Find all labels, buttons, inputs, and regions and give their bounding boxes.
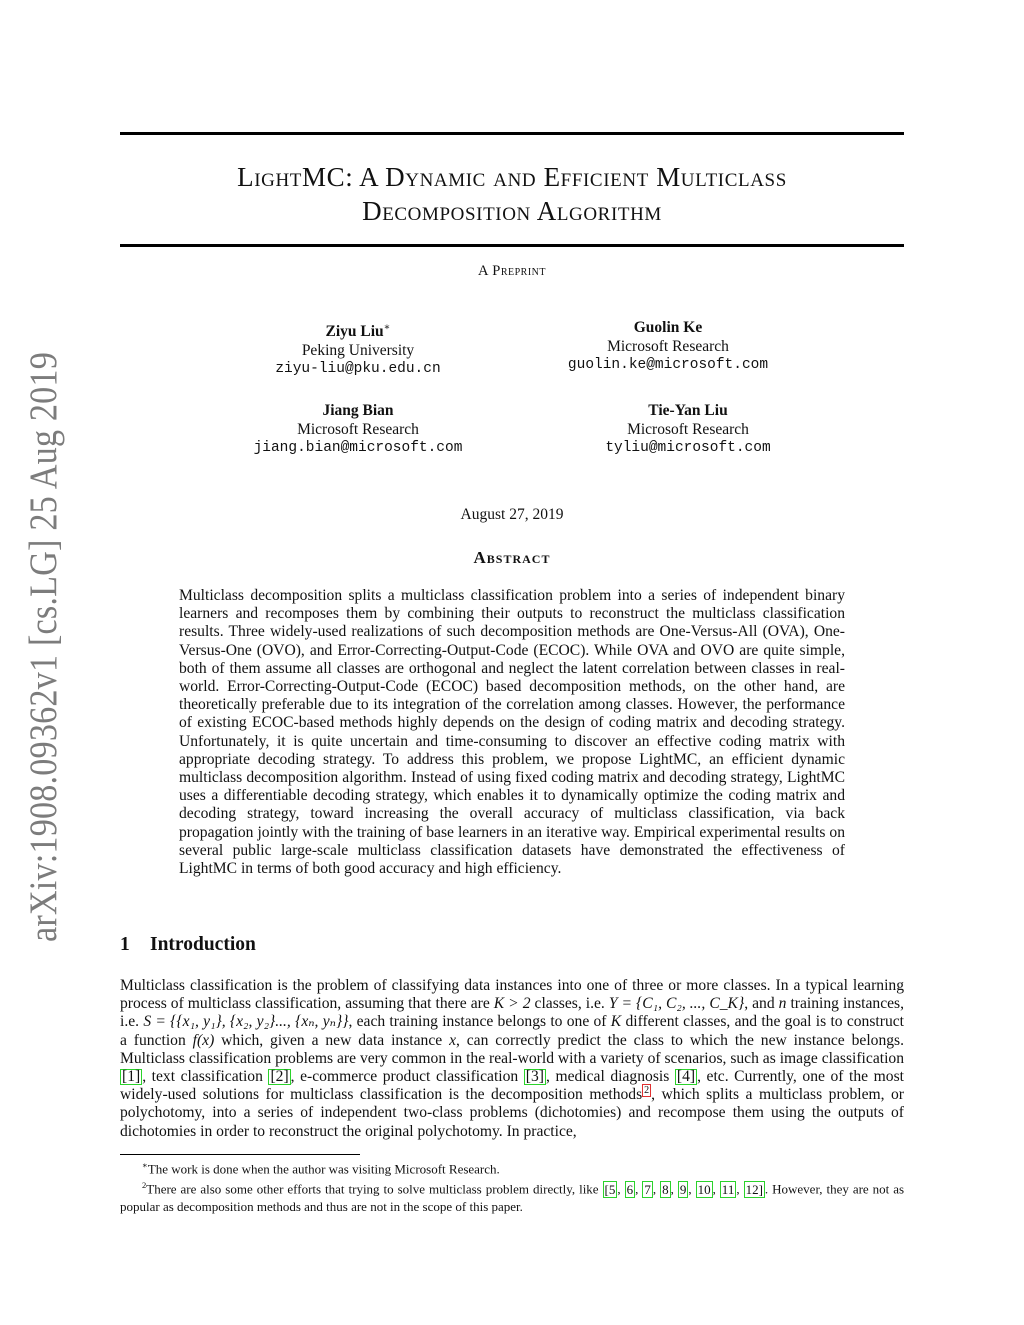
paper-title bbox=[120, 160, 904, 228]
publication-date: August 27, 2019 bbox=[460, 506, 564, 523]
citation-link[interactable]: [5 bbox=[604, 1181, 616, 1197]
author-affiliation: Microsoft Research bbox=[297, 420, 419, 438]
citation-link[interactable]: 6 bbox=[626, 1181, 634, 1197]
citation-link[interactable]: 7 bbox=[644, 1181, 651, 1197]
preprint-label: A Preprint bbox=[477, 263, 547, 279]
math-inline: K bbox=[610, 1013, 622, 1031]
section-title: Introduction bbox=[150, 934, 256, 955]
author-affiliation: Microsoft Research bbox=[607, 337, 729, 355]
section-number: 1 bbox=[120, 934, 130, 955]
author-affiliation: Microsoft Research bbox=[627, 420, 749, 438]
author-email: ziyu-liu@pku.edu.cn bbox=[275, 361, 441, 378]
math-inline: n bbox=[778, 995, 787, 1013]
author-email: tyliu@microsoft.com bbox=[605, 440, 771, 456]
section-heading bbox=[120, 934, 904, 956]
author-email: guolin.ke@microsoft.com bbox=[567, 357, 769, 373]
footnote-rule bbox=[120, 1154, 360, 1155]
arxiv-identifier bbox=[14, 260, 70, 945]
author-name: Tie-Yan Liu bbox=[648, 402, 728, 419]
footnote-2: $^2$There are also some other efforts that trying to solve multiclass problem directly, like [5 , 6 , 7 , 8 , 9 , 10 , 11 , 12] . However, they are not as popular as decomposition methods and thus are not in the scope of this paper. bbox=[120, 1180, 905, 1214]
introduction-paragraph: Multiclass classification is the problem of classifying data instances into one of three or more classes. In a typical learning process of multiclass classification, assuming that there are K > 2 classes, i.e. Y = {C₁, C₂, ..., C_K}, and n training instances, i.e. S = {{x₁, y₁}, {x₂, y₂}..., {xₙ, yₙ}}, each training instance belongs to one of K different classes, and the goal is to construct a function f(x) which, given a new data instance x, can correctly predict the class to which the new instance belongs. Multiclass classification problems are very common in the real-world with a variety of scenarios, such as image classification [1] , text classification [2] , e-commerce product classification [3] , medical diagnosis [4] , etc. Currently, one of the most widely-used solutions for multiclass classification is the decomposition methods $^2$ , which splits a multiclass problem, or polychotomy, into a series of independent two-class problems (dichotomies) and recompose them using the outputs of dichotomies in order to reconstruct the original polychotomy. In practice, bbox=[120, 977, 905, 1140]
author-affiliation: Peking University bbox=[301, 341, 415, 359]
citation-link[interactable]: 10 bbox=[697, 1181, 711, 1197]
citation-link[interactable]: 9 bbox=[679, 1181, 687, 1197]
citation-link[interactable]: 8 bbox=[662, 1181, 669, 1197]
citation-link[interactable]: 12] bbox=[745, 1181, 763, 1197]
title-bottom-rule bbox=[120, 244, 904, 247]
citation-link[interactable]: [4] bbox=[676, 1068, 696, 1086]
citation-link[interactable]: [2] bbox=[270, 1068, 289, 1086]
math-inline: Y = {C₁, C₂, ..., C_K} bbox=[608, 995, 745, 1013]
abstract-heading: Abstract bbox=[473, 548, 551, 567]
author-name: Ziyu Liu∗ bbox=[325, 322, 391, 341]
math-inline: x bbox=[449, 1031, 456, 1049]
title-line-2: Decomposition Algorithm bbox=[362, 196, 662, 226]
citation-link[interactable]: [1] bbox=[122, 1068, 141, 1086]
citation-link[interactable]: 11 bbox=[721, 1181, 735, 1197]
author-block bbox=[208, 402, 508, 458]
author-footnote-mark: ∗ bbox=[383, 322, 391, 333]
author-block bbox=[208, 319, 508, 379]
author-name: Guolin Ke bbox=[633, 319, 703, 336]
author-name: Jiang Bian bbox=[322, 402, 394, 419]
title-top-rule bbox=[120, 132, 904, 135]
abstract-text: Multiclass decomposition splits a multiclass classification problem into a series of independent binary learners and recomposes them by combining their outputs to reconstruct the multiclass classification results. Three widely-used realizations of such decomposition methods are One-Versus-All (OVA), One-Versus-One (OVO), and Error-Correcting-Output-Code (ECOC). While OVA and OVO are quite simple, both of them assume all classes are orthogonal and neglect the latent correlation between classes in real-world. Error-Correcting-Output-Code (ECOC) based decomposition methods, on the other hand, are theoretically preferable due to its integration of the correlation among classes. However, the performance of existing ECOC-based methods highly depends on the design of coding matrix and decoding strategy. Unfortunately, it is quite uncertain and time-consuming to discover an effective coding matrix with appropriate decoding strategy. To address this problem, we propose LightMC, an efficient dynamic multiclass decomposition algorithm. Instead of using fixed coding matrix and decoding strategy, LightMC uses a differentiable decoding strategy, which enables it to dynamically optimize the coding matrix and decoding strategy, toward increasing the overall accuracy of multiclass classification, via back propagation jointly with the training of base learners in an iterative way. Empirical experimental results on several public large-scale multiclass classification datasets have demonstrated the effectiveness of LightMC in terms of both good accuracy and high efficiency. bbox=[179, 587, 845, 878]
math-inline: K > 2 bbox=[493, 995, 531, 1013]
arxiv-id-text: arXiv:1908.09362v1 [cs.LG] 25 Aug 2019 bbox=[21, 260, 65, 942]
footnote-1: ∗The work is done when the author was visiting Microsoft Research. bbox=[142, 1160, 500, 1177]
math-inline: f(x) bbox=[192, 1031, 215, 1049]
author-block bbox=[538, 402, 838, 458]
title-line-1: LightMC: A Dynamic and Efficient Multiclass bbox=[237, 162, 787, 192]
footnote-link[interactable]: 2 bbox=[644, 1085, 650, 1097]
math-inline: S = {{x₁, y₁}, {x₂, y₂}..., {xₙ, yₙ}} bbox=[143, 1013, 349, 1031]
author-block bbox=[518, 319, 818, 375]
footnotes bbox=[120, 1157, 904, 1215]
citation-link[interactable]: [3] bbox=[525, 1068, 544, 1086]
author-email: jiang.bian@microsoft.com bbox=[253, 440, 463, 456]
